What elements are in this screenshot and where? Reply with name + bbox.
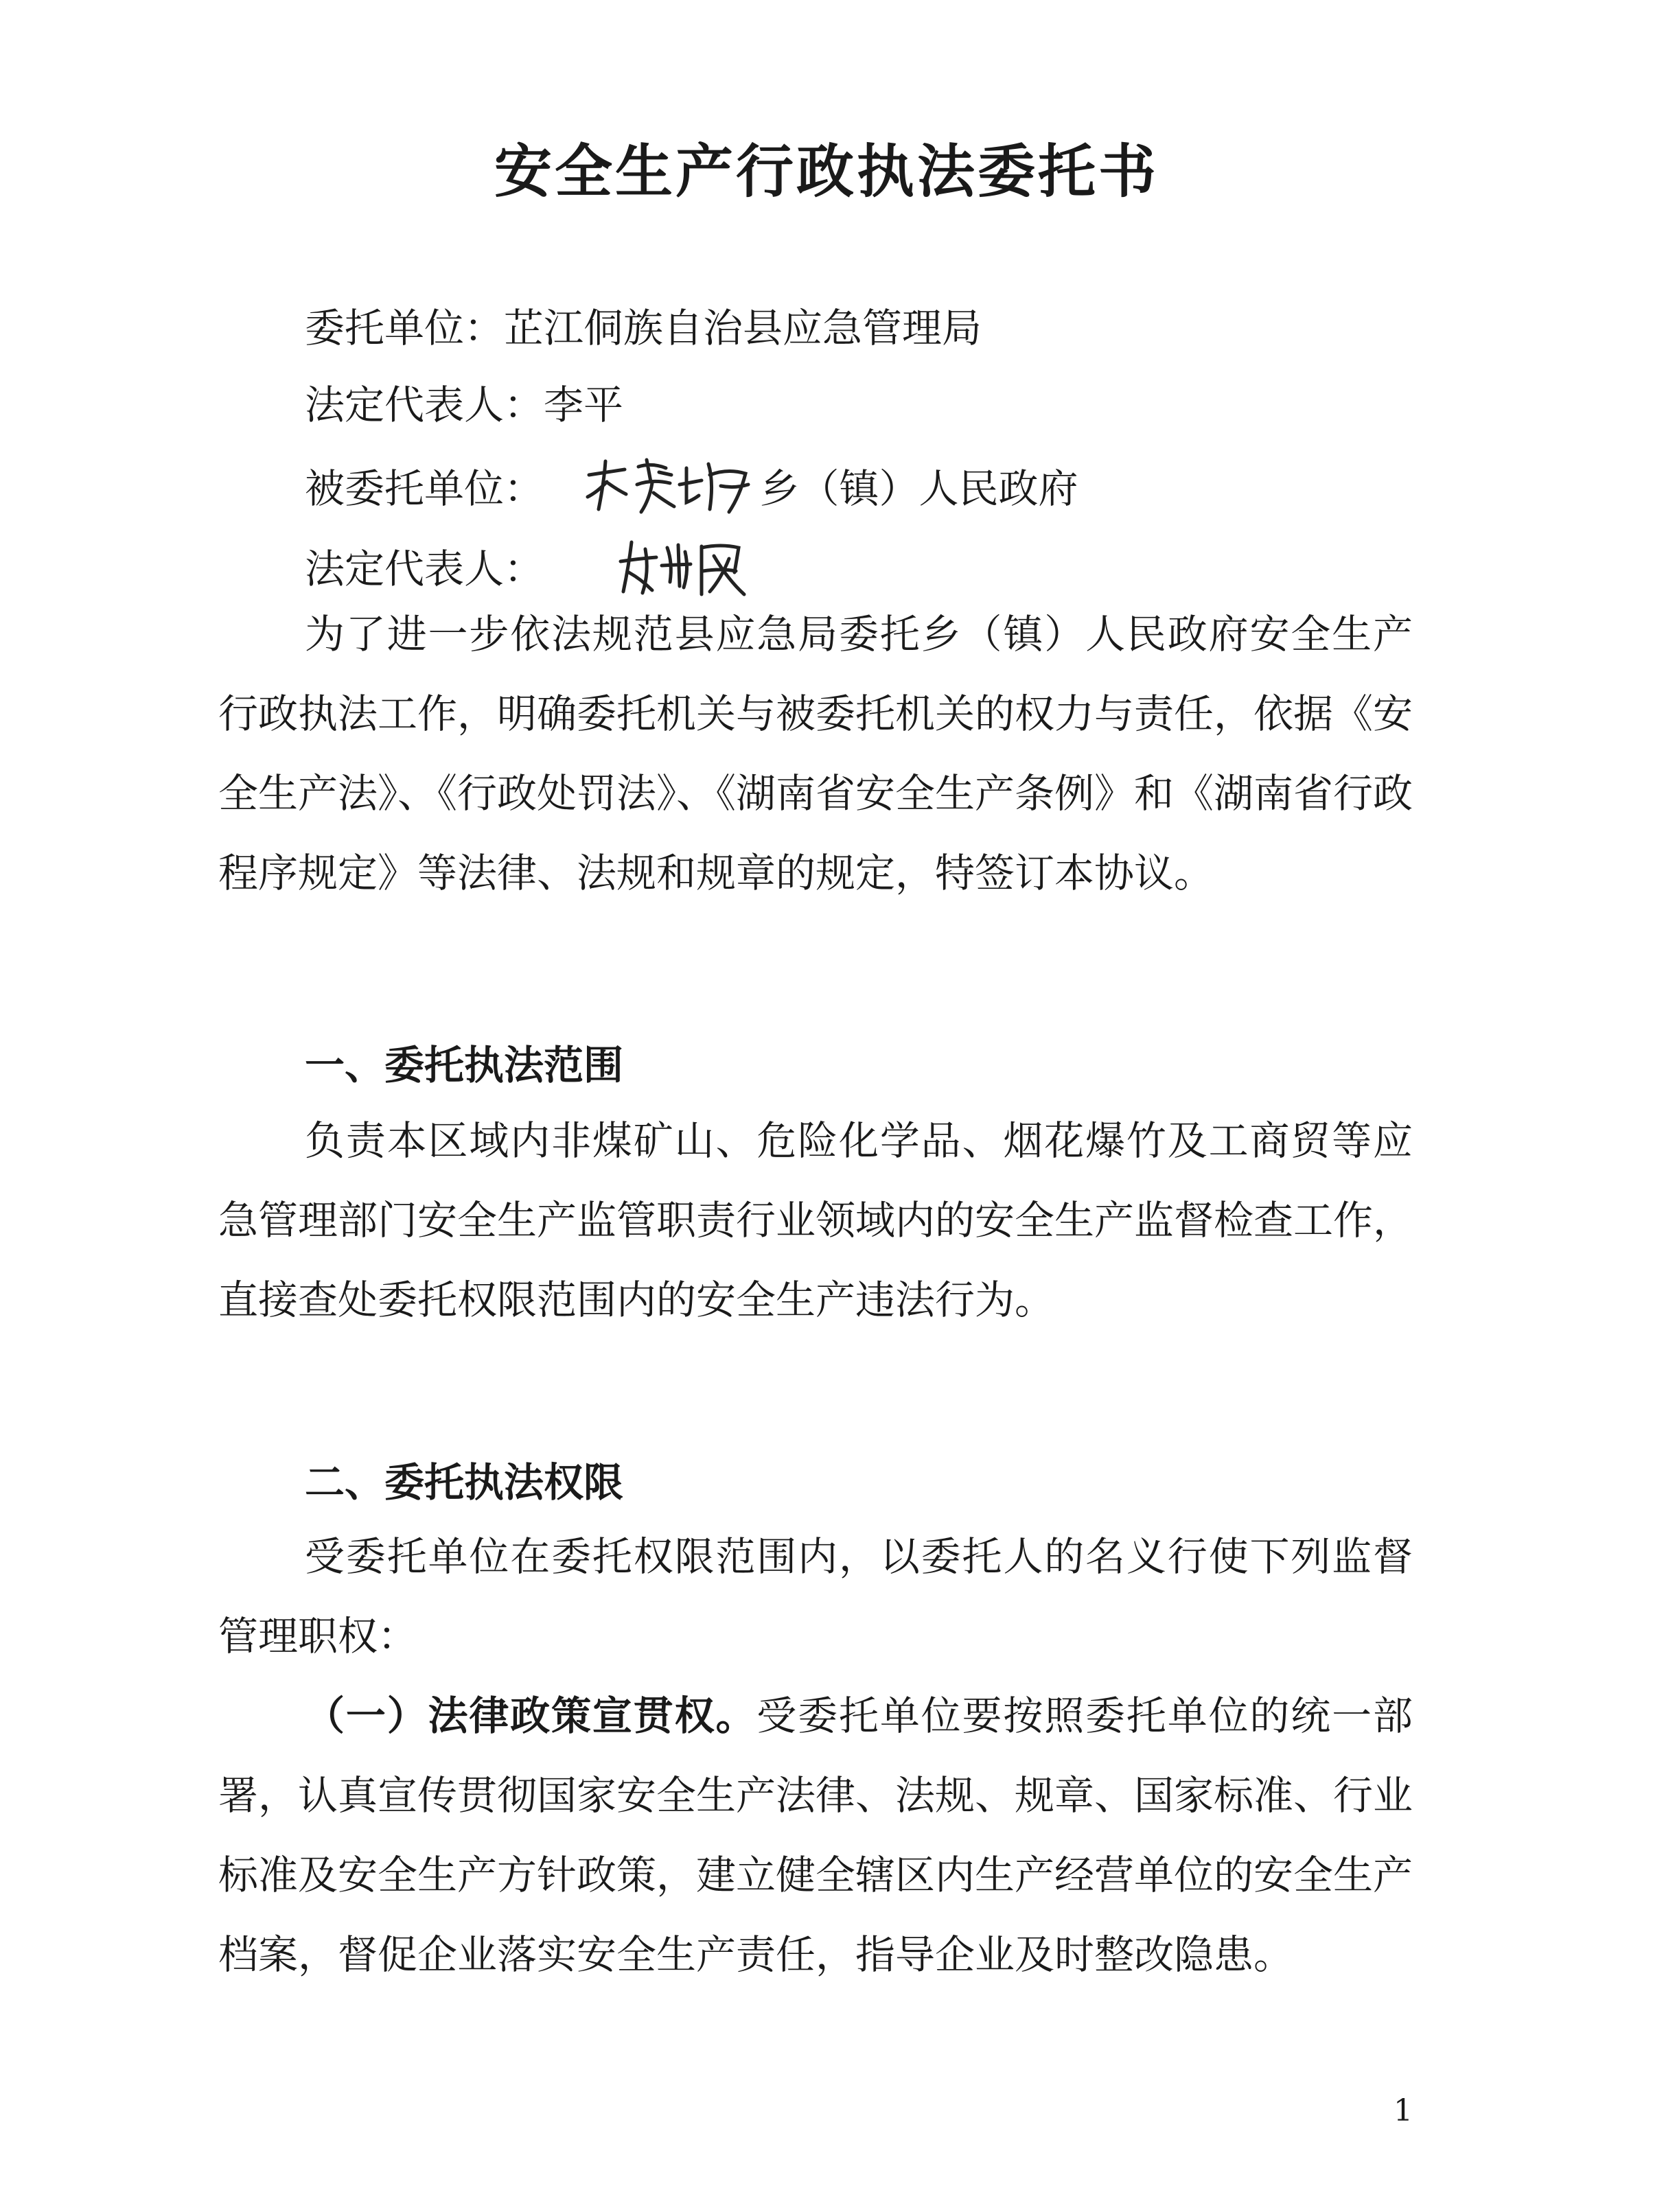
legal-rep-label-1: 法定代表人： <box>305 382 544 428</box>
entrusted-unit-suffix: 乡（镇）人民政府 <box>759 465 1078 513</box>
entrusting-unit-value: 芷江侗族自治县应急管理局 <box>504 305 982 351</box>
entrusted-unit-line <box>305 454 1078 530</box>
page-number: 1 <box>1394 2093 1413 2128</box>
handwriting-signature-icon <box>583 454 755 516</box>
handwriting-signature-icon <box>618 531 748 600</box>
item-1-body: 受委托单位要按照委托单位的统一部署，认真宣传贯彻国家安全生产法律、法规、规章、国家标准、行业标准及安全生产方针政策，建立健全辖区内生产经营单位的安全生产档案，督促企业落实安全生产责任，指导企业及时整改隐患。 <box>218 1692 1413 1978</box>
legal-rep-line-1 <box>305 377 623 432</box>
entrusted-unit-label: 被委托单位： <box>305 465 544 513</box>
section-1-heading: 一、委托执法范围 <box>305 1042 624 1088</box>
section-2-paragraph: 受委托单位在委托权限范围内，以委托人的名义行使下列监督管理职权： <box>218 1533 1413 1660</box>
item-1-paragraph <box>218 1676 1413 1994</box>
section-2-heading: 二、委托执法权限 <box>305 1459 624 1506</box>
intro-paragraph: 为了进一步依法规范县应急局委托乡（镇）人民政府安全生产行政执法工作，明确委托机关与被委托机关的权力与责任，依据《安全生产法》、《行政处罚法》、《湖南省安全生产条例》和《湖南省行政程序规定》等法律、法规和规章的规定，特签订本协议。 <box>218 611 1413 896</box>
legal-rep-label-2: 法定代表人： <box>305 546 544 593</box>
legal-rep-value-1: 李平 <box>544 382 624 428</box>
entrusting-unit-label: 委托单位： <box>305 305 505 351</box>
document-title: 安全生产行政执法委托书 <box>494 138 1159 205</box>
handwritten-township-name <box>583 454 755 530</box>
section-1-paragraph: 负责本区域内非煤矿山、危险化学品、烟花爆竹及工商贸等应急管理部门安全生产监管职责行业领域内的安全生产监督检查工作，直接查处委托权限范围内的安全生产违法行为。 <box>218 1117 1413 1323</box>
item-1-lead: （一）法律政策宣贯权。 <box>305 1692 757 1739</box>
entrusting-unit-line <box>305 301 982 356</box>
